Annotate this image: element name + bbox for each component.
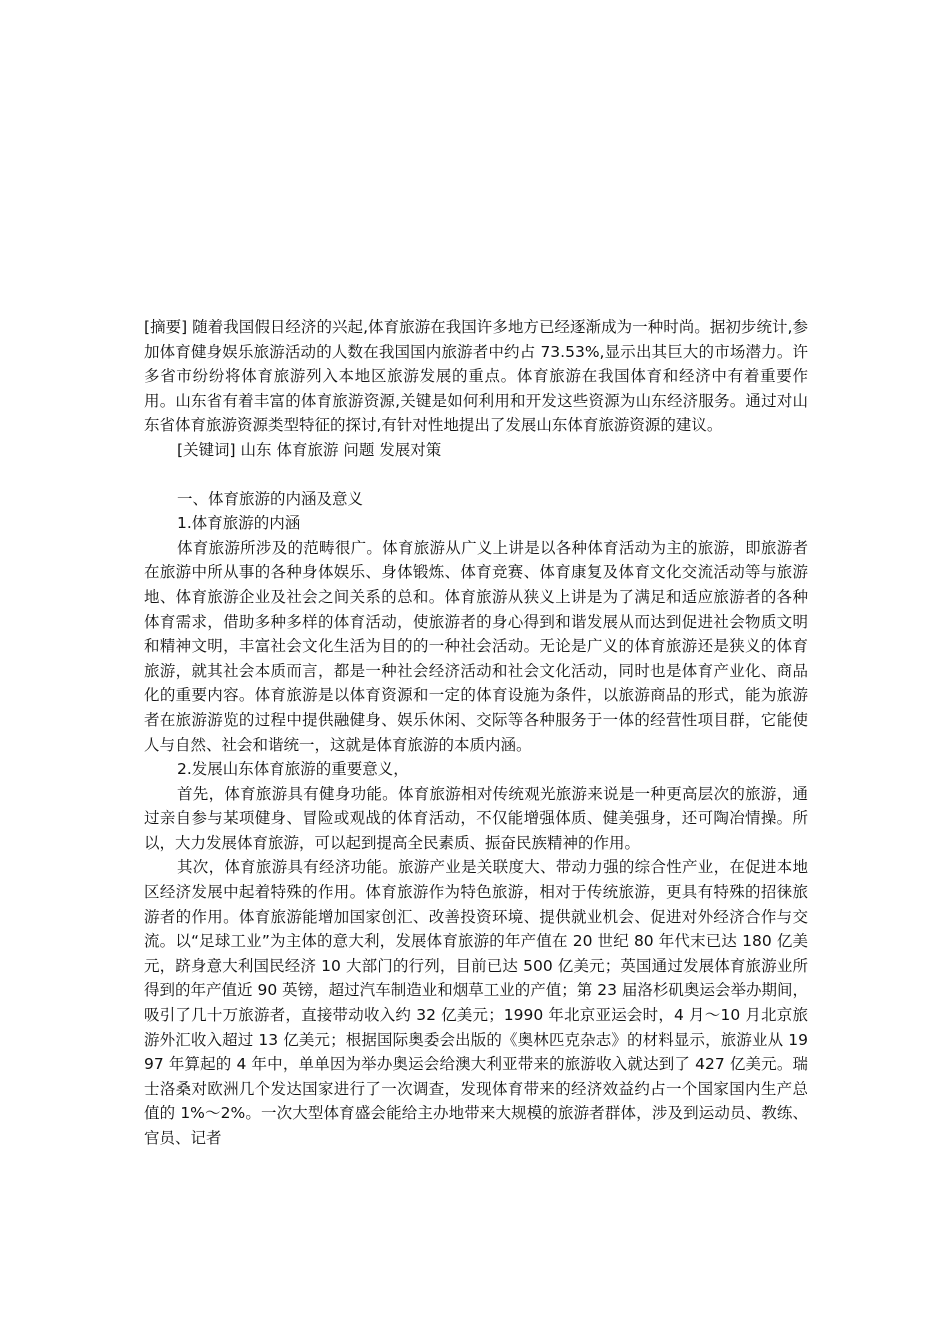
- body-paragraph-economy: 其次，体育旅游具有经济功能。旅游产业是关联度大、带动力强的综合性产业，在促进本地区经济发展中起着特殊的作用。体育旅游作为特色旅游，相对于传统旅游，更具有特殊的招徕旅游者的作用。体育旅游能增加国家创汇、改善投资环境、提供就业机会、促进对外经济合作与交流。以“足球工业”为主体的意大利，发展体育旅游的年产值在 20 世纪 80 年代末已达 180 亿美元，跻身意大利国民经济 10 大部门的行列，目前已达 500 亿美元；英国通过发展体育旅游业所得到的年产值近 90 英镑，超过汽车制造业和烟草工业的产值；第 23 届洛杉矶奥运会举办期间，吸引了几十万旅游者，直接带动收入约 32 亿美元；1990 年北京亚运会时，4 月～10 月北京旅游外汇收入超过 13 亿美元；根据国际奥委会出版的《奥林匹克杂志》的材料显示，旅游业从 1997 年算起的 4 年中，单单因为举办奥运会给澳大利亚带来的旅游收入就达到了 427 亿美元。瑞士洛桑对欧洲几个发达国家进行了一次调查，发现体育带来的经济效益约占一个国家国内生产总值的 1%～2%。一次大型体育盛会能给主办地带来大规模的旅游者群体，涉及到运动员、教练、官员、记者: [144, 858, 808, 1147]
- abstract-paragraph: [摘要] 随着我国假日经济的兴起,体育旅游在我国许多地方已经逐渐成为一种时尚。据初步统计,参加体育健身娱乐旅游活动的人数在我国国内旅游者中约占 73.53%,显示出其巨大的市场潜力。许多省市纷纷将体育旅游列入本地区旅游发展的重点。体育旅游在我国体育和经济中有着重要作用。山东省有着丰富的体育旅游资源,关键是如何利用和开发这些资源为山东经济服务。通过对山东省体育旅游资源类型特征的探讨,有针对性地提出了发展山东体育旅游资源的建议。: [144, 318, 808, 435]
- document-page: [144, 315, 808, 1151]
- subsection-1-heading: 1.体育旅游的内涵: [177, 514, 301, 533]
- body-paragraph-definition: 体育旅游所涉及的范畴很广。体育旅游从广义上讲是以各种体育活动为主的旅游，即旅游者在旅游中所从事的各种身体娱乐、身体锻炼、体育竞赛、体育康复及体育文化交流活动等与旅游地、体育旅游企业及社会之间关系的总和。体育旅游从狭义上讲是为了满足和适应旅游者的各种体育需求，借助多种多样的体育活动，使旅游者的身心得到和谐发展从而达到促进社会物质文明和精神文明，丰富社会文化生活为目的的一种社会活动。无论是广义的体育旅游还是狭义的体育旅游，就其社会本质而言，都是一种社会经济活动和社会文化活动，同时也是体育产业化、商品化的重要内容。体育旅游是以体育资源和一定的体育设施为条件，以旅游商品的形式，能为旅游者在旅游游览的过程中提供融健身、娱乐休闲、交际等各种服务于一体的经营性项目群，它能使人与自然、社会和谐统一，这就是体育旅游的本质内涵。: [144, 538, 808, 754]
- section-1-heading: 一、体育旅游的内涵及意义: [177, 489, 364, 508]
- keywords-line: [关键词] 山东 体育旅游 问题 发展对策: [177, 440, 442, 459]
- subsection-2-heading: 2.发展山东体育旅游的重要意义，: [177, 760, 409, 779]
- body-paragraph-fitness: 首先，体育旅游具有健身功能。体育旅游相对传统观光旅游来说是一种更高层次的旅游，通过亲自参与某项健身、冒险或观战的体育活动，不仅能增强体质、健美强身，还可陶冶情操。所以，大力发展体育旅游，可以起到提高全民素质、振奋民族精神的作用。: [144, 784, 808, 852]
